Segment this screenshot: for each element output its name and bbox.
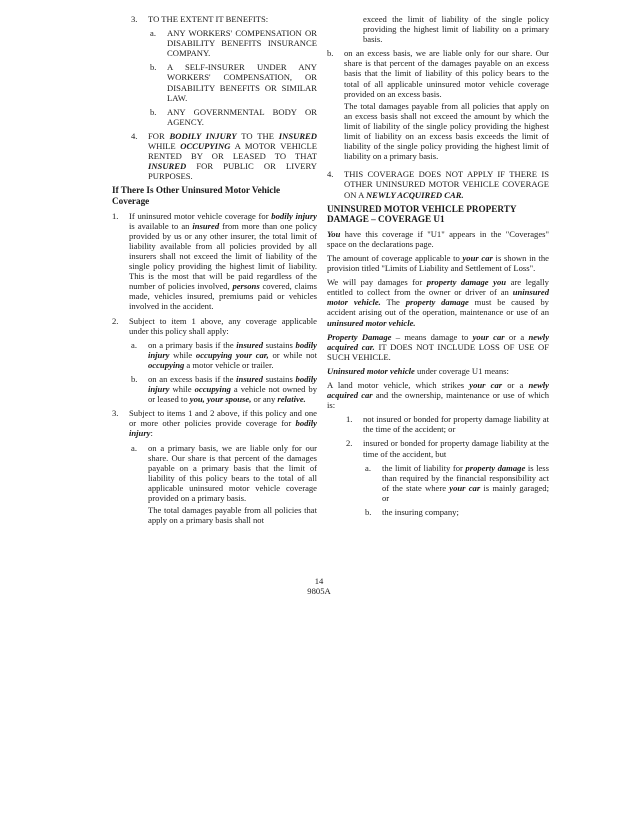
page-number: 14 [314, 576, 324, 586]
continued-text [346, 14, 549, 44]
paragraph-1 [112, 211, 317, 312]
item-text: TO THE EXTENT IT BENEFITS: [148, 14, 269, 24]
defined-term: INSURED [278, 130, 317, 141]
defined-term: property damage you [426, 277, 507, 288]
text-run: are legally entitled to collect from the owner or driver of an [327, 277, 549, 298]
sub-item-number: b. [327, 48, 334, 59]
defined-term: BODILY INJURY [169, 130, 237, 141]
list-text: not insured or bonded for property damage liability at the time of the accident; or [363, 414, 549, 435]
exclusion-item-4 [131, 131, 317, 181]
text-run: under coverage U1 means: [414, 365, 509, 376]
sub-item-text: on an excess basis, we are liable only for our share. Our share is that percent of the damages payable on an excess basis that the limit of liability of this policy bears to the total of all applicable uninsured motor vehicle coverage provided on an excess basis. [344, 48, 549, 99]
defined-term: INSURED [148, 161, 187, 172]
text-run: from more than one policy provided by us or any other insurer, the total limit of liability available from all policies provided by all insurers shall not exceed the limit of liability of the single policy providing the highest limit of liability. This is the most that will be paid regardless of the number of policies involved, [129, 220, 317, 292]
text-run: TO THE [236, 130, 279, 141]
defined-term: uninsured motor vehicle. [327, 287, 549, 308]
text-run: or any [251, 394, 278, 405]
sub-list-number: a. [365, 462, 371, 473]
list-item-2 [346, 438, 549, 458]
item-number: 3. [112, 408, 119, 419]
sub-item-body [344, 48, 549, 161]
defined-term: occupying [148, 359, 185, 370]
list-number: 2. [346, 438, 353, 449]
left-column [112, 14, 317, 529]
defined-term: occupying your car, [195, 349, 269, 360]
list-number: 1. [346, 414, 353, 425]
text-run: A MOTOR VEHICLE RENTED BY OR LEASED TO THAT [148, 141, 318, 162]
text-run: If uninsured motor vehicle coverage for [129, 210, 272, 221]
exclusion-item-3 [131, 14, 317, 24]
sub-item-text [148, 374, 317, 404]
text-run: is available to an [129, 220, 193, 231]
defined-term: bodily injury [148, 374, 317, 395]
defined-term: property damage [405, 297, 469, 308]
sub-item-b2 [150, 107, 317, 127]
sub-item-body [148, 443, 317, 526]
text-run: and the ownership, maintenance or use of which is: [327, 390, 549, 411]
text-run: The [380, 297, 406, 308]
defined-term: insured [236, 374, 263, 384]
defined-term: uninsured motor vehicle. [327, 317, 416, 328]
text-run: must be caused by accident arising out of the operation, maintenance or use of an [327, 297, 549, 318]
text-run: covered, claims made, vehicles insured, premiums paid or vehicles involved in the accident. [129, 281, 317, 312]
text-run: a motor vehicle or trailer. [184, 359, 274, 370]
text-run: is mainly garaged; or [382, 482, 549, 503]
text-run: is shown in the provision titled "Limits of Liability and Settlement of Loss". [327, 252, 549, 274]
defined-term: You [327, 228, 341, 239]
text-run: or a [502, 380, 529, 390]
text-run: the limit of liability for [382, 462, 466, 473]
defined-term: Uninsured motor vehicle [327, 365, 415, 376]
defined-term: bodily injury [271, 210, 317, 221]
defined-term: persons [232, 281, 260, 292]
sub-item-text: A SELF-INSURER UNDER ANY WORKERS' COMPENSATION, OR DISABILITY BENEFITS OR SIMILAR LAW. [167, 62, 317, 103]
text-run: a vehicle not owned by or leased to [148, 384, 318, 405]
defined-term: your car [472, 331, 505, 342]
text-run: FOR PUBLIC OR LIVERY PURPOSES. [148, 161, 317, 182]
defined-term: you, your spouse, [189, 394, 252, 405]
sub-item-text: ANY WORKERS' COMPENSATION OR DISABILITY BENEFITS INSURANCE COMPANY. [167, 28, 317, 59]
paragraph-you-have [327, 229, 549, 249]
sub-list-number: b. [365, 507, 372, 518]
sub-item-number: b. [131, 374, 138, 384]
text-run: FOR [148, 130, 170, 141]
text-run: : [150, 428, 153, 439]
paragraph-we-will-pay [327, 277, 549, 327]
paragraph-amount [327, 253, 549, 273]
text-run: while [169, 349, 196, 360]
text-run: or while not [268, 349, 317, 360]
paragraph-2 [112, 316, 317, 336]
sub-item-text-continued: The total damages payable from all policies that apply on a primary basis shall not [148, 505, 317, 526]
right-column [327, 14, 549, 521]
list-item-2-b [365, 507, 549, 517]
item-number: 1. [112, 210, 119, 221]
list-item-1 [346, 414, 549, 434]
item-number: 2. [112, 315, 119, 326]
paragraph-2-b [131, 374, 317, 404]
defined-term: newly acquired car. [327, 331, 550, 352]
text-run: – means damage to [391, 331, 473, 342]
sub-item-number: a. [131, 442, 137, 453]
sub-item-number: a. [150, 28, 156, 39]
sub-list-text [382, 463, 549, 503]
sub-item-text [148, 340, 317, 370]
defined-term: Property Damage [327, 331, 392, 342]
defined-term: bodily injury [148, 339, 317, 360]
paragraph-uninsured-definition [327, 366, 549, 376]
text-run: while [169, 384, 195, 395]
defined-term: occupying [194, 384, 231, 395]
sub-item-text-continued: The total damages payable from all policies that apply on an excess basis shall not exceed the amount by which the limit of liability of the single policy providing the highest limit of liability on an excess basis exceeds the limit of liability of the single policy providing the highest limit of liability on a primary basis. [344, 100, 549, 162]
sub-item-text: on a primary basis, we are liable only for our share. Our share is that percent of the damages payable on a primary basis that the limit of liability of this policy bears to the total of all applicable uninsured motor vehicle coverage provided on a primary basis. [148, 442, 317, 504]
text-run: is less than required by the financial responsibility act of the state where [382, 462, 549, 493]
sub-item-number: b. [150, 62, 157, 73]
exclusion-item-4-right [327, 169, 549, 199]
defined-term: bodily injury [129, 418, 317, 439]
text-run: The amount of coverage applicable to [327, 252, 463, 263]
text-run: A land motor vehicle, which strikes [327, 380, 470, 390]
text-run: sustains [263, 339, 296, 350]
defined-term: relative. [277, 394, 306, 405]
item-text: exceed the limit of liability of the single policy providing the highest limit of liability on a primary basis. [363, 14, 549, 45]
paragraph-3-a [131, 443, 317, 526]
defined-term: insured [236, 339, 264, 350]
list-item-2-a [365, 463, 549, 503]
defined-term: your car [462, 252, 493, 263]
item-text [129, 408, 317, 438]
paragraph-land-motor-vehicle [327, 380, 549, 410]
item-number: 4. [327, 169, 334, 180]
paragraph-3 [112, 408, 317, 438]
item-text: Subject to item 1 above, any coverage applicable under this policy shall apply: [129, 315, 317, 336]
page-footer [0, 576, 638, 596]
text-run: THIS COVERAGE DOES NOT APPLY IF THERE IS OTHER UNINSURED MOTOR VEHICLE COVERAGE ON A [344, 169, 549, 200]
sub-list-text: the insuring company; [382, 507, 459, 518]
sub-item-a [150, 28, 317, 58]
text-run: Subject to items 1 and 2 above, if this policy and one or more other policies provide coverage for [129, 408, 317, 429]
defined-term: newly acquired car [327, 380, 549, 401]
list-text: insured or bonded for property damage liability at the time of the accident, but [363, 438, 549, 459]
sub-item-number: a. [131, 339, 137, 350]
section-heading-other-coverage: If There Is Other Uninsured Motor Vehicle Coverage [112, 185, 281, 206]
item-text [129, 211, 317, 312]
paragraph-property-damage-definition [327, 332, 549, 362]
text-run: have this coverage if "U1" appears in the "Coverages" space on the declarations page. [327, 228, 549, 249]
text-run: on a primary basis if the [148, 339, 237, 350]
item-number: 3. [131, 14, 138, 24]
defined-term: your car [469, 380, 503, 390]
text-run: or a [504, 331, 529, 342]
sub-item-text: ANY GOVERNMENTAL BODY OR AGENCY. [167, 106, 317, 127]
sub-item-number: b. [150, 106, 157, 117]
item-number: 4. [131, 130, 138, 141]
defined-term: insured [192, 220, 220, 231]
section-heading-coverage-u1: UNINSURED MOTOR VEHICLE PROPERTY DAMAGE – COVERAGE U1 [327, 203, 517, 225]
item-text [344, 169, 549, 199]
paragraph-3-b [327, 48, 549, 161]
text-run: sustains [262, 374, 296, 384]
text-run: on an excess basis if the [148, 374, 237, 384]
item-text [148, 131, 317, 181]
form-number: 9805A [307, 586, 331, 596]
defined-term: your car [449, 482, 481, 493]
text-run: We will pay damages for [327, 277, 427, 288]
paragraph-2-a [131, 340, 317, 370]
text-run: IT DOES NOT INCLUDE LOSS OF USE OF SUCH VEHICLE. [327, 341, 549, 362]
item-number-spacer [346, 14, 363, 44]
defined-term: property damage [465, 462, 526, 473]
defined-term: NEWLY ACQUIRED CAR. [365, 189, 464, 200]
text-run: WHILE [148, 141, 181, 152]
sub-item-b [150, 62, 317, 102]
defined-term: OCCUPYING [180, 141, 231, 152]
